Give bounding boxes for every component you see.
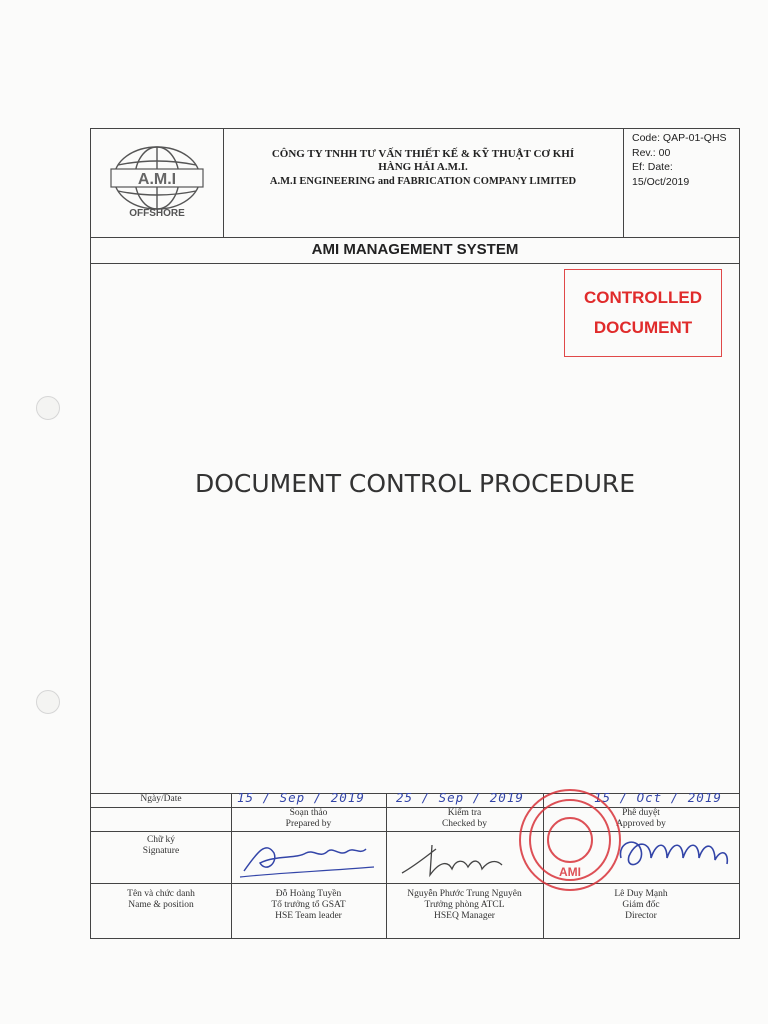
checked-date: 25 / Sep / 2019	[396, 790, 524, 805]
doc-revision: Rev.: 00	[632, 146, 671, 159]
system-title: AMI MANAGEMENT SYSTEM	[91, 237, 739, 264]
signature-row-label: Chữ ký Signature	[142, 835, 180, 856]
company-name-en: A.M.I ENGINEERING and FABRICATION COMPANY LIMITED	[269, 176, 577, 187]
controlled-document-stamp	[564, 269, 722, 357]
name-row-label: Tên và chức danh Name & position	[127, 889, 195, 910]
logo-cell	[91, 129, 224, 237]
document-code-cell	[624, 129, 739, 237]
prepared-role: Soạn thảo Prepared by	[285, 808, 332, 829]
prepared-signature	[236, 833, 381, 883]
signature-table	[91, 790, 739, 939]
punch-hole-bottom	[36, 690, 60, 714]
checked-role: Kiểm tra Checked by	[441, 808, 488, 829]
approved-role: Phê duyệt Approved by	[616, 808, 666, 829]
document-title: DOCUMENT CONTROL PROCEDURE	[194, 469, 636, 498]
document-frame	[90, 128, 740, 939]
doc-code: Code: QAP-01-QHS	[632, 132, 727, 144]
company-name-cell	[223, 129, 624, 237]
stamp-line-2: DOCUMENT	[593, 318, 693, 337]
svg-text:A.M.I: A.M.I	[137, 171, 177, 188]
approved-date: 15 / Oct / 2019	[594, 790, 722, 805]
company-name-vn-1: CÔNG TY TNHH TƯ VẤN THIẾT KẾ & KỸ THUẬT CƠ KHÍ	[271, 148, 575, 160]
stamp-line-1: CONTROLLED	[583, 288, 703, 307]
punch-hole-top	[36, 396, 60, 420]
header	[91, 129, 739, 238]
ami-logo	[91, 129, 223, 237]
effective-date-label: Ef: Date:	[632, 161, 673, 173]
prepared-date: 15 / Sep / 2019	[237, 790, 365, 805]
checked-name-position: Nguyễn Phước Trung Nguyên Trưởng phòng ATCL HSEQ Manager	[407, 889, 522, 921]
company-seal	[515, 785, 625, 895]
date-row-label: Ngày/Date	[140, 794, 182, 804]
svg-text:OFFSHORE: OFFSHORE	[129, 208, 185, 219]
effective-date: 15/Oct/2019	[632, 175, 690, 188]
company-name-vn-2: HÀNG HẢI A.M.I.	[378, 161, 468, 173]
approved-signature	[611, 828, 736, 884]
prepared-name-position: Đỗ Hoàng Tuyền Tổ trưởng tổ GSAT HSE Team leader	[271, 889, 346, 921]
svg-text:AMI: AMI	[559, 865, 581, 879]
approved-name-position: Lê Duy Mạnh Giám đốc Director	[614, 889, 668, 921]
